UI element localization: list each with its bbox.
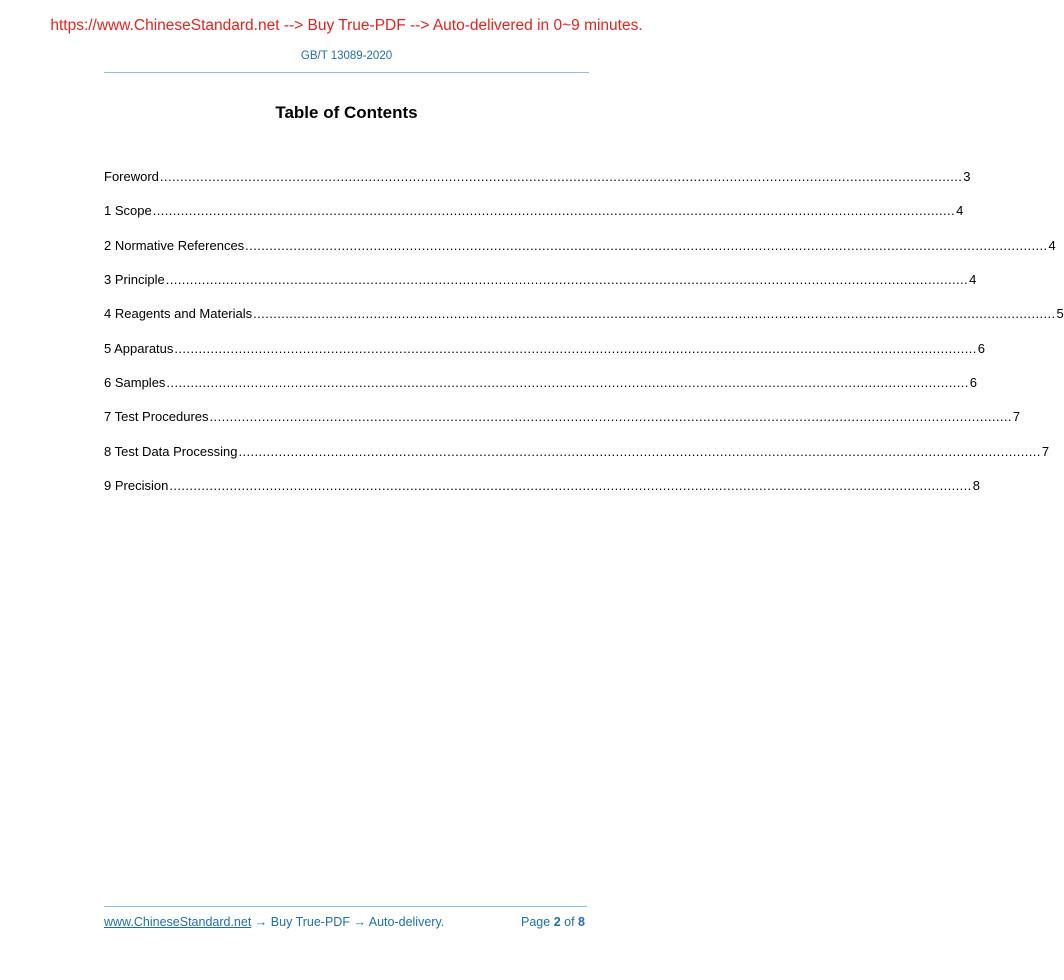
top-banner-link[interactable]: https://www.ChineseStandard.net --> Buy True-PDF --> Auto-delivered in 0~9 minutes.: [50, 17, 643, 34]
toc-entry-page: 4: [969, 272, 977, 288]
toc-entry-samples[interactable]: [104, 366, 978, 400]
toc-entry-page: 8: [972, 477, 980, 493]
toc-entry-page: 6: [969, 374, 978, 390]
toc-entry-label: 1 Scope: [104, 203, 152, 219]
toc-entry-label: 2 Normative References: [104, 237, 245, 253]
toc-entry-page: 7: [1041, 443, 1050, 459]
toc-entry-test-data-processing[interactable]: [104, 434, 1050, 468]
toc-entry-reagents-and-materials[interactable]: [104, 297, 1064, 331]
toc-entry-normative-references[interactable]: [104, 229, 1056, 263]
page-indicator: [521, 915, 585, 929]
toc-dot-leader: ........................................................................................................................................................................................................: [174, 340, 977, 356]
toc-entry-page: 4: [1048, 237, 1056, 253]
arrow-right-icon: →: [353, 915, 366, 929]
toc-entry-precision[interactable]: [104, 469, 980, 503]
toc-entry-scope[interactable]: [104, 194, 964, 228]
toc-dot-leader: ........................................................................................................................................................................................................: [159, 169, 963, 185]
toc-dot-leader: ........................................................................................................................................................................................................: [245, 237, 1048, 253]
footer-promo: [104, 915, 444, 929]
page-word: Page: [521, 915, 551, 929]
footer-site-link[interactable]: www.ChineseStandard.net: [104, 915, 252, 929]
toc-list: [104, 160, 1064, 503]
toc-entry-label: 9 Precision: [104, 477, 169, 493]
arrow-right-icon: →: [254, 915, 268, 929]
header-divider: [104, 72, 589, 73]
toc-entry-page: 5: [1056, 306, 1064, 322]
toc-dot-leader: ........................................................................................................................................................................................................: [209, 409, 1012, 425]
toc-entry-label: 8 Test Data Processing: [104, 443, 238, 459]
footer-divider: [104, 906, 587, 907]
page-current: 2: [553, 915, 561, 929]
toc-entry-principle[interactable]: [104, 263, 977, 297]
toc-entry-label: 5 Apparatus: [104, 340, 174, 356]
toc-entry-page: 6: [977, 340, 985, 356]
toc-entry-label: 4 Reagents and Materials: [104, 306, 253, 322]
toc-title: Table of Contents: [275, 103, 418, 122]
page-total: 8: [578, 915, 585, 929]
document-code: GB/T 13089-2020: [300, 50, 393, 62]
toc-dot-leader: ........................................................................................................................................................................................................: [166, 374, 969, 390]
of-word: of: [564, 915, 575, 929]
toc-dot-leader: ........................................................................................................................................................................................................: [169, 477, 972, 493]
toc-entry-page: 7: [1012, 409, 1021, 425]
toc-entry-page: 3: [963, 169, 971, 185]
toc-entry-label: 6 Samples: [104, 374, 166, 390]
toc-entry-test-procedures[interactable]: [104, 400, 1021, 434]
toc-entry-apparatus[interactable]: [104, 331, 985, 365]
toc-entry-page: 4: [956, 203, 964, 219]
page-footer: [104, 915, 585, 929]
footer-buy-text: Buy True-PDF: [270, 915, 350, 929]
toc-dot-leader: ........................................................................................................................................................................................................: [238, 443, 1041, 459]
toc-entry-label: 7 Test Procedures: [104, 409, 209, 425]
toc-entry-label: Foreword: [104, 169, 159, 185]
footer-delivery-text: Auto-delivery.: [368, 915, 445, 929]
toc-entry-foreword[interactable]: [104, 160, 971, 194]
toc-entry-label: 3 Principle: [104, 272, 165, 288]
toc-dot-leader: ........................................................................................................................................................................................................: [253, 306, 1056, 322]
toc-dot-leader: ........................................................................................................................................................................................................: [165, 272, 969, 288]
toc-dot-leader: ........................................................................................................................................................................................................: [152, 203, 956, 219]
